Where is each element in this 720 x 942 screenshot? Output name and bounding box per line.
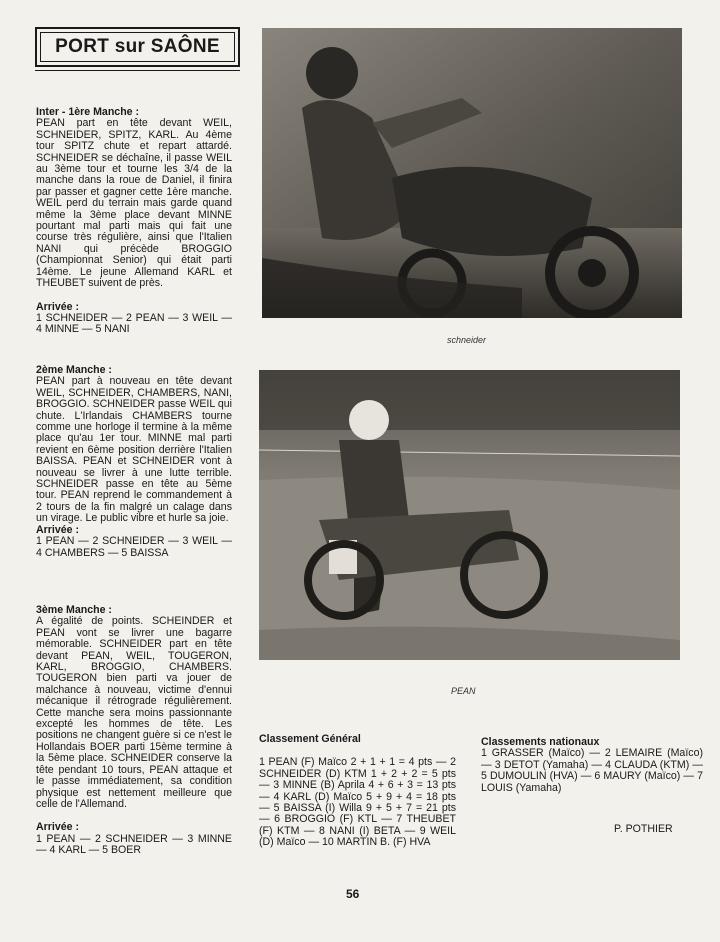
manche2-section — [36, 365, 232, 559]
manche3-text: A égalité de points. SCHEINDER et PEAN vont se livrer une bagarre mémorable. SCHNEIDER part en tête devant PEAN, WEIL, TOUGERON, KARL, BROGGIO, CHAMBERS. TOUGERON bien parti va jouer de malchance à nouveau, victime d'ennui mécanique il rétrograde régulièrement. Cette manche sera moins passionnante excepté les hommes de tête. Les positions ne changent guère si ce n'est le Hollandais BOER parti 15ème termine à la 5ème place. SCHNEIDER conserve la tête pendant 10 tours, PEAN attaque et le passe immédiatement, sa condition physique est nettement meilleure que celle de l'Allemand. — [36, 615, 232, 810]
photo-schneider — [262, 28, 682, 318]
photo-schneider-caption: schneider — [447, 335, 487, 345]
classement-general-heading: Classement Général — [259, 733, 361, 745]
manche1-arrivee-label: Arrivée : — [36, 300, 79, 313]
title-underline — [35, 70, 240, 71]
classement-general-text: 1 PEAN (F) Maïco 2 + 1 + 1 = 4 pts — 2 SCHNEIDER (D) KTM 1 + 2 + 2 = 5 pts — 3 MINNE (B) Aprila 4 + 6 + 3 = 13 pts — 4 KARL (D) Maïco 5 + 9 + 4 = 18 pts — 5 BAISSA (I) Willa 9 + 5 + 7 = 21 pts — 6 BROGGIO (F) KTL — 7 THEUBET (F) KTM — 8 NANI (I) BETA — 9 WEIL (D) Maïco — 10 MARTIN B. (F) HVA — [259, 756, 456, 849]
photo-schneider-image — [262, 28, 682, 318]
manche1-section — [36, 107, 232, 336]
title-box — [35, 27, 240, 67]
manche2-heading: 2ème Manche : — [36, 364, 112, 376]
classement-general-section — [259, 734, 456, 849]
classements-nationaux-text: 1 GRASSER (Maïco) — 2 LEMAIRE (Maïco) — 3 DETOT (Yamaha) — 4 CLAUDA (KTM) — 5 DUMOULIN (HVA) — 6 MAURY (Maïco) — 7 LOUIS (Yamaha) — [481, 747, 703, 794]
photo-pean-caption: PEAN — [451, 686, 476, 696]
page-title: PORT sur SAÔNE — [40, 32, 235, 62]
photo-pean-image — [259, 370, 680, 660]
photo-pean — [259, 370, 680, 660]
manche3-section — [36, 605, 232, 857]
page-number: 56 — [346, 887, 360, 901]
manche1-heading: Inter - 1ère Manche : — [36, 106, 140, 118]
manche1-arrivee: 1 SCHNEIDER — 2 PEAN — 3 WEIL — 4 MINNE — 5 NANI — [36, 311, 232, 336]
manche2-text: PEAN part à nouveau en tête devant WEIL, SCHNEIDER, CHAMBERS, NANI, BROGGIO. SCHNEIDER passe WEIL qui chute. L'Irlandais CHAMBERS tourne comme une horloge il termine à la même place qu'au 1er tour. MINNE mal parti revient en 6ème position derrière l'Italien BAISSA. PEAN et SCHNEIDER vont à nouveau se livrer à une lutte terrible. SCHNEIDER passe en tête au 5ème tour. PEAN reprend le commandement à 2 tours de la fin malgré un calage dans un virage. Le public vibre et hurle sa joie. — [36, 375, 232, 525]
manche3-arrivee-label: Arrivée : — [36, 821, 79, 834]
classements-nationaux-section — [481, 737, 703, 794]
manche3-heading: 3ème Manche : — [36, 604, 112, 616]
manche3-arrivee: 1 PEAN — 2 SCHNEIDER — 3 MINNE — 4 KARL — 5 BOER — [36, 832, 232, 857]
classements-nationaux-heading: Classements nationaux — [481, 736, 600, 748]
manche2-arrivee: 1 PEAN — 2 SCHNEIDER — 3 WEIL — 4 CHAMBERS — 5 BAISSA — [36, 535, 232, 559]
manche2-arrivee-label: Arrivée : — [36, 523, 79, 536]
manche1-text: PEAN part en tête devant WEIL, SCHNEIDER, SPITZ, KARL. Au 4ème tour SPITZ chute et repart attardé. SCHNEIDER se déchaîne, il passe WEIL au 3ème tour et tourne les 3/4 de la manche dans la roue de Daniel, il finira par passer et gagner cette 1ère manche. WEIL perd du terrain mais garde quand même la 3ème place devant MINNE pourtant mal parti mais qui fait une course très régulière, ainsi que l'Italien NANI qui précède BROGGIO (Championnat Senior) qui était parti 14ème. Le jeune Allemand KARL et THEUBET suivent de près. — [36, 117, 232, 290]
author-signature: P. POTHIER — [614, 823, 673, 835]
